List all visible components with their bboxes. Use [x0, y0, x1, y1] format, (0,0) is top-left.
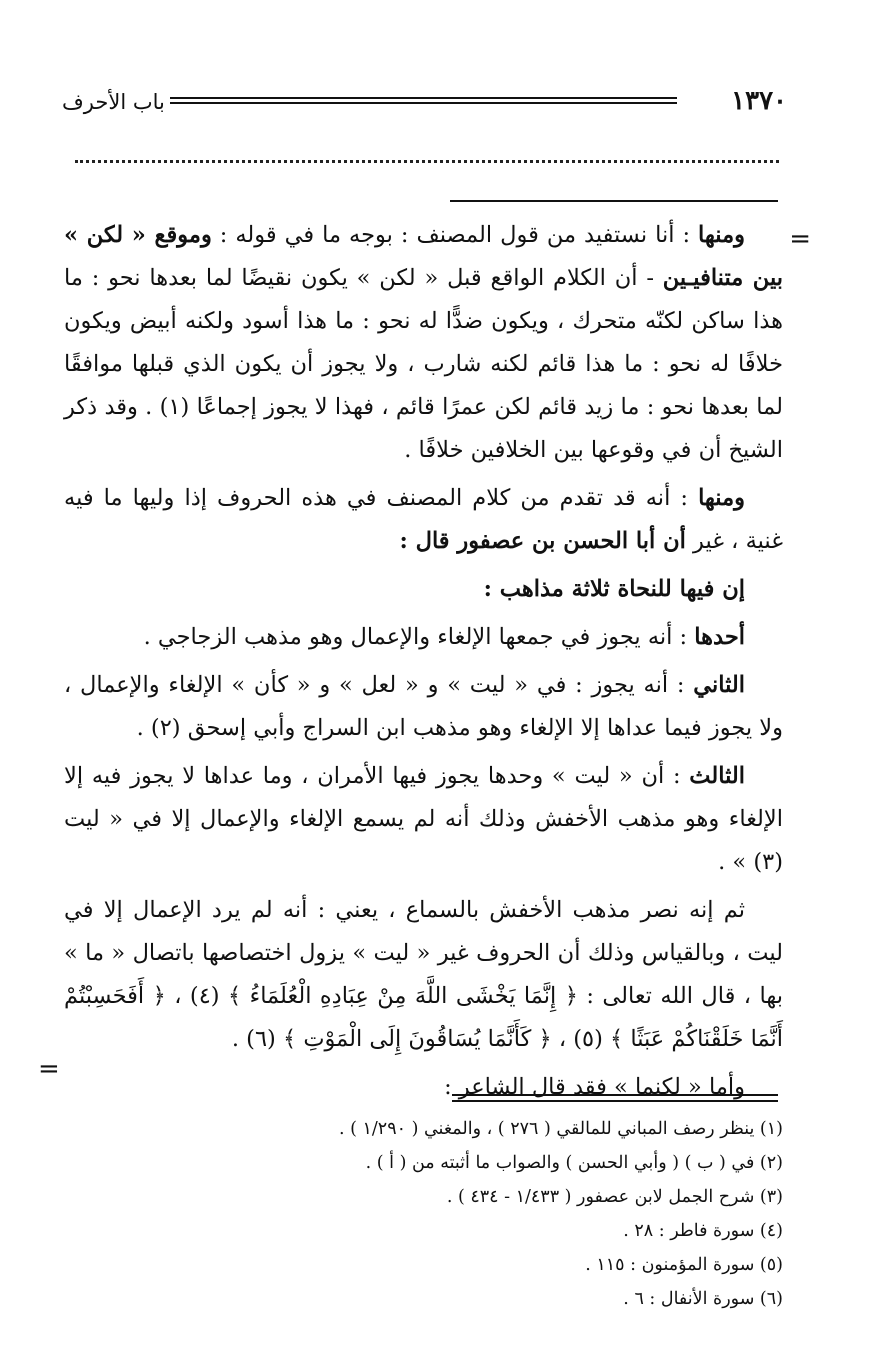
paragraph-4 [64, 616, 783, 659]
paragraph-lead: أحدها [694, 624, 745, 650]
header-double-rule [170, 97, 677, 104]
paragraph-text: : أنا نستفيد من قول المصنف : بوجه ما في قوله : [211, 222, 699, 248]
paragraph-1 [64, 214, 783, 472]
paragraph-7 [64, 889, 783, 1061]
paragraph-text: ثم إنه نصر مذهب الأخفش بالسماع ، يعني : أنه لم يرد الإعمال إلا في ليت ، وبالقياس وذلك أن الحروف غير « ليت » يزول اختصاصها باتصال « ما » بها ، قال الله تعالى : ﴿ إِنَّمَا يَخْشَى اللَّهَ مِنْ عِبَادِهِ الْعُلَمَاءُ ﴾ (٤) ، ﴿ أَفَحَسِبْتُمْ أَنَّمَا خَلَقْنَاكُمْ عَبَثًا ﴾ (٥) ، ﴿ كَأَنَّمَا يُسَاقُونَ إِلَى الْمَوْتِ ﴾ (٦) . [64, 897, 783, 1052]
margin-mark-top: = [789, 224, 811, 254]
margin-mark-bottom: = [38, 1054, 60, 1084]
paragraph-5 [64, 664, 783, 750]
footnote-item: (٥) سورة المؤمنون : ١١٥ . [585, 1255, 783, 1275]
footnote-separator [452, 1094, 778, 1102]
dotted-separator [75, 160, 779, 163]
section-heading: إن فيها للنحاة ثلاثة مذاهب : [483, 576, 745, 602]
paragraph-text: : أنه يجوز : في « ليت » و « لعل » و « كأن » الإلغاء والإعمال ، ولا يجوز فيما عداها إلا الإلغاء وهو مذهب ابن السراج وأبي إسحق (٢) . [64, 672, 783, 741]
chapter-title: باب الأحرف [62, 90, 165, 114]
footnote-item: (٣) شرح الجمل لابن عصفور ( ١/٤٣٣ - ٤٣٤ ) . [446, 1187, 783, 1207]
footnote-item: (٤) سورة فاطر : ٢٨ . [623, 1221, 783, 1241]
paragraph-2 [64, 477, 783, 563]
paragraph-lead: الثاني [693, 672, 745, 698]
quoted-phrase: أن أبا الحسن بن عصفور قال : [399, 528, 686, 554]
quoted-phrase: وموقع « لكن » بين متنافيـين [64, 222, 783, 291]
section-top-rule [450, 200, 778, 202]
footnote-item: (١) ينظر رصف المباني للمالقي ( ٢٧٦ ) ، والمغني ( ١/٢٩٠ ) . [338, 1119, 783, 1139]
paragraph-lead: ومنها [698, 222, 745, 248]
running-header [62, 88, 787, 120]
paragraph-text: : أنه يجوز في جمعها الإلغاء والإعمال وهو مذهب الزجاجي . [143, 624, 695, 650]
paragraph-6 [64, 755, 783, 884]
paragraph-8 [64, 1066, 783, 1109]
paragraph-text: : أن « ليت » وحدها يجوز فيها الأمران ، وما عداها لا يجوز فيه إلا الإلغاء وهو مذهب الأخفش وذلك أنه لم يسمع الإلغاء والإعمال إلا في « ليت (٣) » . [64, 763, 783, 875]
paragraph-lead: ومنها [698, 485, 745, 511]
paragraph-text: - أن الكلام الواقع قبل « لكن » يكون نقيضًا لما بعدها نحو : ما هذا ساكن لكنّه متحرك ، ويكون ضدًّا له نحو : ما هذا أسود ولكنه أبيض ويكون خلافًا له نحو : ما هذا قائم لكنه شارب ، ولا يجوز أن يكون الذي قبلها موافقًا لما بعدها نحو : ما زيد قائم لكن عمرًا قائم ، فهذا لا يجوز إجماعًا (١) . وقد ذكر الشيخ أن في وقوعها بين الخلافين خلافًا . [64, 265, 784, 463]
page-number: ١٣٧٠ [731, 86, 787, 116]
footnotes [120, 1112, 783, 1316]
paragraph-lead: الثالث [689, 763, 745, 789]
main-text [64, 214, 783, 1114]
paragraph-text: وأما « لكنما » فقد قال الشاعر : [444, 1074, 745, 1100]
paragraph-text: : أنه قد تقدم من كلام المصنف في هذه الحروف إذا وليها ما فيه غنية ، غير [64, 485, 783, 554]
footnote-item: (٢) في ( ب ) ( وأبي الحسن ) والصواب ما أثبته من ( أ ) . [365, 1153, 783, 1173]
paragraph-3 [64, 568, 783, 611]
footnote-item: (٦) سورة الأنفال : ٦ . [623, 1289, 783, 1309]
